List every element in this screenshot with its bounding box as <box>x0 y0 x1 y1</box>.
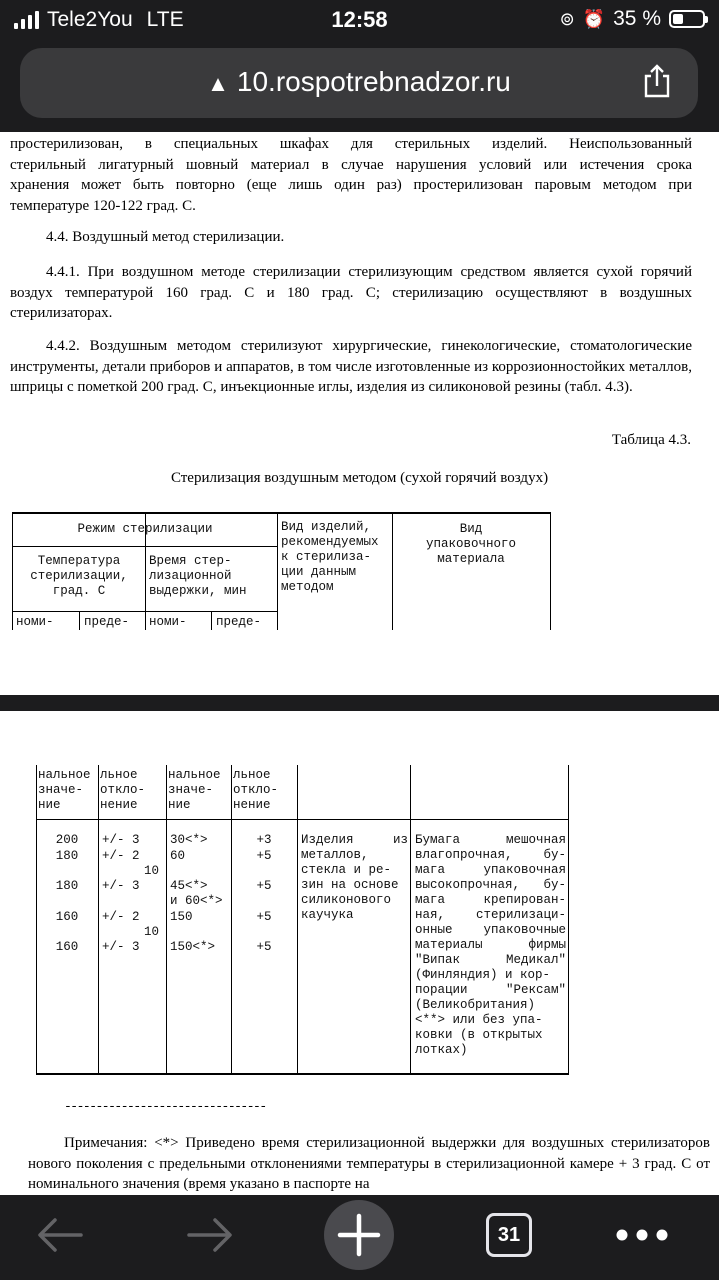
table-rule <box>36 1073 568 1075</box>
table-cell <box>415 878 566 893</box>
table-body <box>0 765 719 1077</box>
table-cell <box>301 863 408 878</box>
subheader-bottom: нальное <box>168 768 221 782</box>
table-cell <box>415 983 566 998</box>
cell-word: силиконового <box>301 893 392 907</box>
cell-word: (Финляндия) и кор- <box>415 968 551 982</box>
text-line: температуре 120-122 град. С. <box>10 197 196 214</box>
cell-temperature: 160 <box>55 940 79 954</box>
alarm-icon: ⏰ <box>582 8 606 29</box>
cell-word: лотках) <box>415 1043 468 1057</box>
document-page-top <box>0 132 719 640</box>
cell-time: 150 <box>170 910 193 924</box>
table-cell <box>301 908 408 923</box>
cell-time: 60 <box>170 849 186 863</box>
table-cell <box>301 878 408 893</box>
table-cell <box>415 938 566 953</box>
subheader-bottom: откло- <box>100 783 146 797</box>
cell-temperature: 180 <box>55 879 79 893</box>
address-bar[interactable] <box>20 48 698 118</box>
cell-word: мага <box>415 863 446 877</box>
document-page-bottom <box>0 711 719 1195</box>
paragraph-4-4-2: 4.4.2. Воздушным методом стерилизуют хирургические, гинекологические, стоматологические инструменты, детали приборов и аппаратов, в том числе изготовленные из коррозионностойких металлов, шприцы с пометкой 200 град. С, инъекционные иглы, изделия из силиконовой резины (табл. 4.3). <box>10 338 692 395</box>
table-cell <box>301 848 408 863</box>
header-items: рекомендуемых <box>281 535 379 549</box>
table-cell <box>415 1013 566 1028</box>
cell-word: мешочная <box>505 833 566 847</box>
header-time: лизационной <box>149 569 232 583</box>
browser-toolbar <box>0 1195 719 1280</box>
header-items: ции данным <box>281 565 357 579</box>
table-cell <box>415 998 566 1013</box>
status-right <box>560 7 705 31</box>
cell-time: 30<*> <box>170 833 208 847</box>
cell-word: онные <box>415 923 453 937</box>
cell-time: 150<*> <box>170 940 216 954</box>
arrow-right-icon <box>185 1215 235 1255</box>
table-cell <box>415 908 566 923</box>
table-rule <box>297 765 298 1075</box>
cell-time-deviation: +5 <box>256 910 272 924</box>
cell-time: 45<*> <box>170 879 208 893</box>
table-cell <box>415 848 566 863</box>
table-rule <box>211 611 212 630</box>
more-dots-icon <box>615 1228 669 1242</box>
subheader-bottom: нальное <box>38 768 91 782</box>
plus-icon <box>336 1212 382 1258</box>
subheader-bottom: льное <box>233 768 271 782</box>
cell-word: бу- <box>543 848 566 862</box>
header-packaging: упаковочного <box>425 537 516 551</box>
table-cell <box>415 833 566 848</box>
cell-word: мага <box>415 893 446 907</box>
warning-icon: ▲ <box>207 71 229 96</box>
paragraph-4-4-1: 4.4.1. При воздушном методе стерилизации стерилизующим средством является сухой горячий воздух температурой 160 град. С и 180 град. С; стерилизацию осуществляют в воздушных стерилизаторах. <box>10 264 692 321</box>
page-separator <box>0 695 719 711</box>
cell-word: "Випак <box>415 953 461 967</box>
cell-word: каучука <box>301 908 354 922</box>
cell-word: Бумага <box>415 833 461 847</box>
arrow-left-icon <box>35 1215 85 1255</box>
section-heading: 4.4. Воздушный метод стерилизации. <box>46 229 285 245</box>
new-tab-button[interactable] <box>324 1200 394 1270</box>
table-cell <box>415 893 566 908</box>
header-time: Время стер- <box>149 554 232 568</box>
table-cell <box>415 863 566 878</box>
text-line: хранения может быть повторно (еще лишь один раз) простерилизован паровым методом при <box>10 177 692 193</box>
header-items: Вид изделий, <box>281 520 372 534</box>
cell-temperature: 180 <box>55 849 79 863</box>
cell-temperature-deviation: +/- 3 <box>102 940 140 954</box>
cell-word: порации <box>415 983 468 997</box>
table-cell <box>415 968 566 983</box>
table-cell <box>415 1028 566 1043</box>
table-rule <box>79 611 80 630</box>
header-temperature: Температура <box>37 554 121 568</box>
cell-word: ковки (в открытых <box>415 1028 543 1042</box>
battery-percent: 35 % <box>613 7 661 30</box>
cell-time-deviation: +5 <box>256 849 272 863</box>
cell-word: стерилизаци- <box>475 908 566 922</box>
cell-temperature: 160 <box>55 910 79 924</box>
subheader-bottom: значе- <box>38 783 84 797</box>
subheader-top: номи- <box>149 615 187 629</box>
cell-word: "Рексам" <box>505 983 566 997</box>
cell-temperature: 200 <box>55 833 79 847</box>
share-icon[interactable] <box>642 64 672 98</box>
table-rule <box>36 819 568 820</box>
back-button[interactable] <box>30 1207 90 1263</box>
tabs-button[interactable] <box>484 1207 534 1263</box>
cell-word: стекла и ре- <box>301 863 392 877</box>
cell-word: бу- <box>543 878 566 892</box>
table-cell <box>301 893 408 908</box>
subheader-bottom: ние <box>168 798 191 812</box>
table-cell <box>415 923 566 938</box>
table-rule <box>550 512 551 630</box>
subheader-top: преде- <box>84 615 130 629</box>
subheader-bottom: откло- <box>233 783 279 797</box>
cell-word: зин на основе <box>301 878 399 892</box>
subheader-bottom: нение <box>100 798 138 812</box>
subheader-bottom: нение <box>233 798 271 812</box>
cell-time-deviation: +5 <box>256 879 272 893</box>
header-packaging: Вид <box>459 522 483 536</box>
subheader-bottom: значе- <box>168 783 214 797</box>
table-cell <box>415 953 566 968</box>
cell-word: (Великобритания) <box>415 998 536 1012</box>
cell-word: <**> или без упа- <box>415 1013 543 1027</box>
subheader-top: преде- <box>216 615 262 629</box>
table-title: Стерилизация воздушным методом (сухой горячий воздух) <box>170 470 549 486</box>
status-bar <box>0 0 719 40</box>
orientation-lock-icon: ⊚ <box>559 8 575 29</box>
address-bar-area <box>0 40 719 132</box>
cell-temperature-deviation: +/- 3 <box>102 879 140 893</box>
table-cell <box>301 833 408 848</box>
cell-word: Изделия <box>301 833 354 847</box>
notes-paragraph: Примечания: <*> Приведено время стерилизационной выдержки для воздушных стерилизаторов нового поколения с предельными отклонениями температуры в стерилизационной камере + 3 град. С от номинального значения (время указано в паспорте на <box>28 1135 710 1192</box>
header-items: методом <box>281 580 334 594</box>
clock: 12:58 <box>331 7 388 32</box>
battery-icon <box>669 10 705 28</box>
cell-time: и 60<*> <box>170 894 223 908</box>
url-text: 10.rospotrebnadzor.ru <box>236 66 511 97</box>
table-label: Таблица 4.3. <box>611 432 691 448</box>
page-gap <box>0 640 719 695</box>
subheader-bottom: льное <box>100 768 138 782</box>
cell-word: ная, <box>415 908 446 922</box>
subheader-bottom: ние <box>38 798 61 812</box>
header-temperature: град. С <box>52 584 106 598</box>
carrier-name: Tele2You <box>47 8 133 31</box>
more-button[interactable] <box>612 1207 672 1263</box>
forward-button[interactable] <box>180 1207 240 1263</box>
text-line: простерилизован, в специальных шкафах для стерильных изделий. Неиспользованный <box>10 136 692 152</box>
header-mode: Режим стерилизации <box>77 522 213 536</box>
header-temperature: стерилизации, <box>30 569 128 583</box>
cell-word: высокопрочная, <box>415 878 521 892</box>
cell-word: материалы <box>415 938 483 952</box>
table-header <box>0 512 719 630</box>
text-line: стерильный лигатурный шовный материал в случае нарушения условий или истечения срока <box>10 156 692 173</box>
table-rule <box>410 765 411 1075</box>
cell-time-deviation: +5 <box>256 940 272 954</box>
header-time: выдержки, мин <box>149 584 247 598</box>
cell-time-deviation: +3 <box>256 833 272 847</box>
cell-word: влагопрочная, <box>415 848 513 862</box>
header-packaging: материала <box>437 552 505 566</box>
cell-temperature-deviation: 10 <box>144 864 160 878</box>
cell-word: упаковочная <box>483 863 566 877</box>
cell-word: из <box>392 833 408 847</box>
cell-word: металлов, <box>301 848 369 862</box>
header-items: к стерилиза- <box>281 550 372 564</box>
url-display[interactable] <box>20 66 698 98</box>
paragraph-continued <box>10 134 692 216</box>
table-cell <box>415 1043 566 1058</box>
cell-word: фирмы <box>528 938 566 952</box>
footnote-rule: -------------------------------- <box>64 1099 266 1114</box>
table-rule <box>12 512 551 514</box>
cell-word: крепирован- <box>483 893 566 907</box>
cell-word: упаковочные <box>483 923 566 937</box>
tab-count: 31 <box>486 1213 532 1257</box>
table-rule <box>568 765 569 1075</box>
cell-word: Медикал" <box>505 953 566 967</box>
cell-temperature-deviation: +/- 3 <box>102 833 140 847</box>
cell-temperature-deviation: +/- 2 <box>102 849 140 863</box>
cell-temperature-deviation: 10 <box>144 925 160 939</box>
cell-temperature-deviation: +/- 2 <box>102 910 140 924</box>
network-type: LTE <box>146 8 184 31</box>
subheader-top: номи- <box>16 615 54 629</box>
